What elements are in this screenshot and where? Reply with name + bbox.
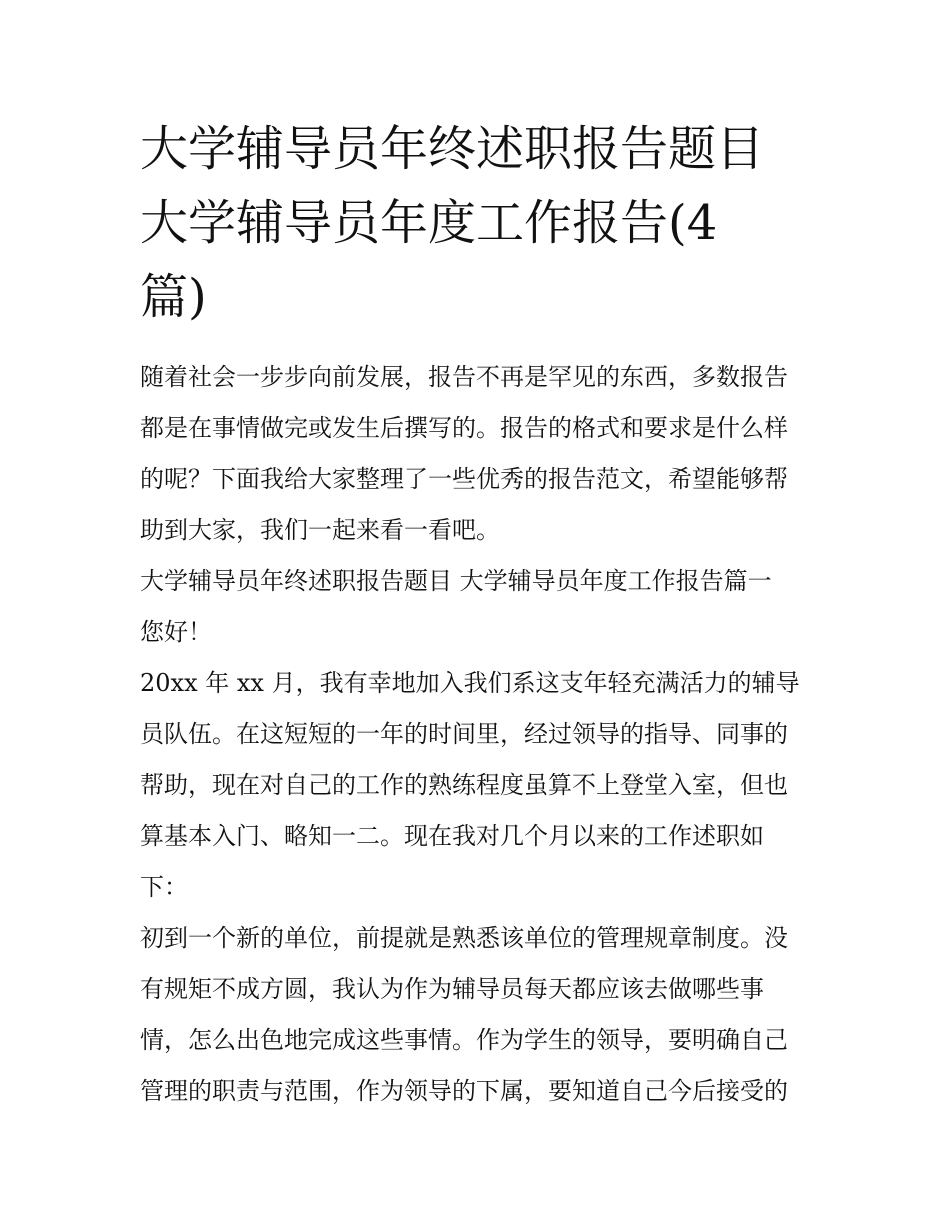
title-line: 大学辅导员年度工作报告(4 xyxy=(140,195,718,251)
section-heading-line: 大学辅导员年终述职报告题目 大学辅导员年度工作报告篇一 xyxy=(140,567,772,595)
title-line: 大学辅导员年终述职报告题目 xyxy=(140,121,765,177)
body-line: 算基本入门、略知一二。现在我对几个月以来的工作述职如 xyxy=(140,822,764,850)
title-line: 篇) xyxy=(140,269,207,325)
body-line: 的呢？下面我给大家整理了一些优秀的报告范文，希望能够帮 xyxy=(140,465,788,493)
body-line: 管理的职责与范围，作为领导的下属，要知道自己今后接受的 xyxy=(140,1077,788,1105)
body-line: 下： xyxy=(140,873,188,901)
body-line: 有规矩不成方圆，我认为作为辅导员每天都应该去做哪些事 xyxy=(140,975,764,1003)
body-line: 20xx 年 xx 月，我有幸地加入我们系这支年轻充满活力的辅导 xyxy=(140,669,800,697)
greeting-line: 您好！ xyxy=(140,618,212,646)
body-line: 帮助，现在对自己的工作的熟练程度虽算不上登堂入室，但也 xyxy=(140,771,788,799)
body-line: 都是在事情做完或发生后撰写的。报告的格式和要求是什么样 xyxy=(140,414,788,442)
body-line: 初到一个新的单位，前提就是熟悉该单位的管理规章制度。没 xyxy=(140,924,788,952)
body-line: 助到大家，我们一起来看一看吧。 xyxy=(140,516,500,544)
document-body xyxy=(140,352,820,1117)
body-line: 随着社会一步步向前发展，报告不再是罕见的东西，多数报告 xyxy=(140,363,788,391)
body-line: 情，怎么出色地完成这些事情。作为学生的领导，要明确自己 xyxy=(140,1026,788,1054)
body-line: 员队伍。在这短短的一年的时间里，经过领导的指导、同事的 xyxy=(140,720,788,748)
document-title xyxy=(140,112,820,334)
